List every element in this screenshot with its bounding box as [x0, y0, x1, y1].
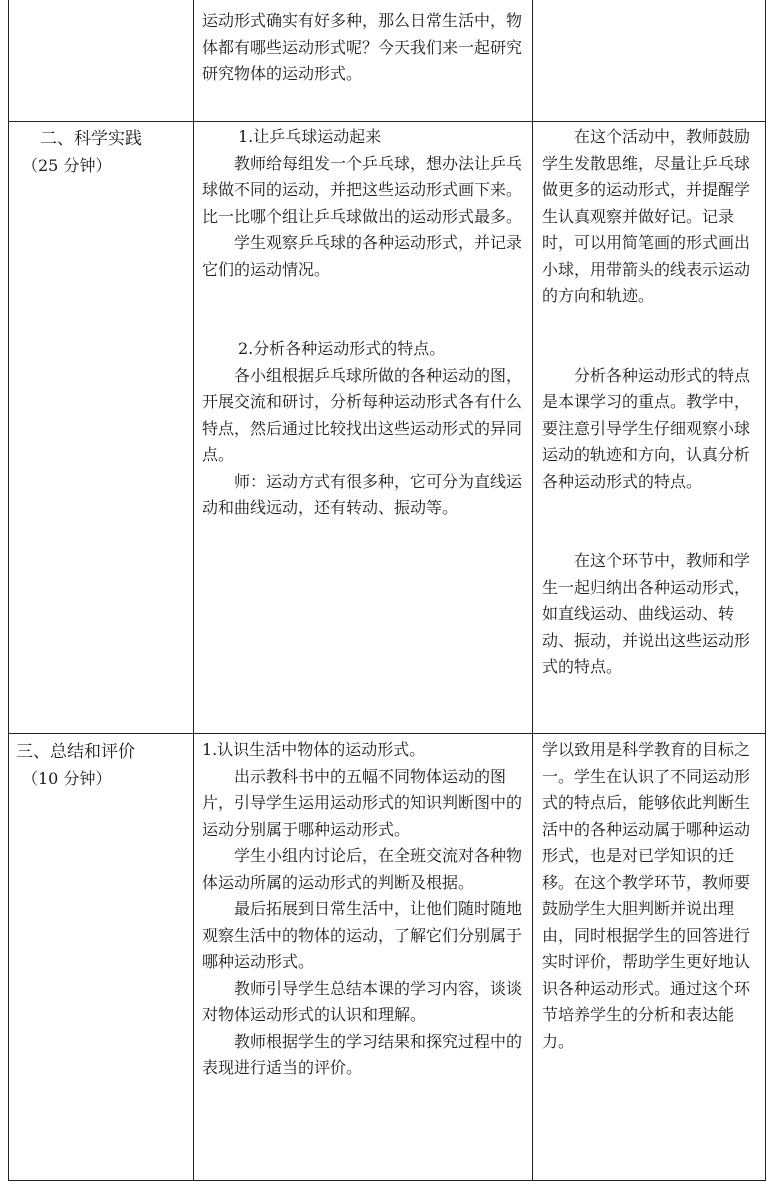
summary-notes-cell	[542, 737, 760, 1055]
activity-1-paragraph: 教师给每组发一个乒乓球，想办法让乒乓球做不同的运动，并把这些运动形式画下来。比一比哪个组让乒乓球做出的运动形式最多。	[202, 153, 523, 226]
table-border-bottom	[8, 1180, 766, 1181]
summary-stage-duration: （10 分钟）	[22, 768, 112, 788]
intro-content-text: 运动形式确实有好多种，那么日常生活中，物体都有哪些运动形式呢？今天我们来一起研究研究物体的运动形式。	[202, 11, 523, 83]
design-note: 学以致用是科学教育的目标之一。学生在认识了不同运动形式的特点后，能够依此判断生活中的各种运动属于哪种运动形式，也是对已学知识的迁移。在这个教学环节，教师要鼓励学生大胆判断并说出理由，同时根据学生的回答进行实时评价，帮助学生更好地认识各种运动形式。通过这个环节培养学生的分析和表达能力。	[542, 740, 751, 1051]
activity-1-title: 1.让乒乓球运动起来	[238, 127, 382, 146]
design-note: 分析各种运动形式的特点是本课学习的重点。教学中，要注意引导学生仔细观察小球运动的轨迹和方向，认真分析各种运动形式的特点。	[542, 365, 751, 491]
design-note: 在这个环节中，教师和学生一起归纳出各种运动形式，如直线运动、曲线运动、转动、振动，并说出这些运动形式的特点。	[542, 551, 751, 676]
practice-content-cell	[202, 124, 528, 522]
summary-content-cell	[202, 737, 528, 1082]
activity-1-paragraph: 学生观察乒乓球的各种运动形式，并记录它们的运动情况。	[202, 233, 523, 279]
practice-stage-duration: （25 分钟）	[22, 155, 112, 175]
summary-paragraph: 教师引导学生总结本课的学习内容，谈谈对物体运动形式的认识和理解。	[202, 978, 523, 1024]
design-note: 在这个活动中，教师鼓励学生发散思维，尽量让乒乓球做更多的运动形式，并提醒学生认真观察并做好记。记录时，可以用简笔画的形式画出小球，用带箭头的线表示运动的方向和轨迹。	[542, 127, 751, 305]
summary-title: 1.认识生活中物体的运动形式。	[202, 740, 426, 759]
practice-stage-title: 二、科学实践	[40, 129, 142, 149]
intro-content-cell	[202, 8, 528, 88]
activity-2-paragraph: 各小组根据乒乓球所做的各种运动的图，开展交流和研讨，分析每种运动形式各有什么特点，然后通过比较找出这些运动形式的异同点。	[202, 365, 523, 464]
table-divider-1	[193, 0, 194, 1181]
summary-stage-title: 三、总结和评价	[16, 742, 135, 762]
table-divider-2	[532, 0, 533, 1181]
spacer	[542, 495, 760, 548]
summary-paragraph: 出示教科书中的五幅不同物体运动的图片，引导学生运用运动形式的知识判断图中的运动分别属于哪种运动形式。	[202, 766, 523, 839]
summary-paragraph: 学生小组内讨论后，在全班交流对各种物体运动所属的运动形式的判断及根据。	[202, 846, 523, 892]
spacer	[202, 283, 528, 336]
spacer	[542, 310, 760, 363]
activity-2-paragraph: 师：运动方式有很多种，它可分为直线运动和曲线远动，还有转动、振动等。	[202, 471, 523, 517]
practice-stage-cell	[12, 126, 190, 179]
row-divider-2	[8, 733, 766, 734]
summary-stage-cell	[12, 739, 190, 792]
table-border-right	[765, 0, 766, 1181]
practice-notes-cell	[542, 124, 760, 681]
table-border-left	[8, 0, 9, 1181]
summary-paragraph: 最后拓展到日常生活中，让他们随时随地观察生活中的物体的运动，了解它们分别属于哪种运动形式。	[202, 899, 523, 971]
summary-paragraph: 教师根据学生的学习结果和探究过程中的表现进行适当的评价。	[202, 1031, 523, 1077]
activity-2-title: 2.分析各种运动形式的特点。	[238, 339, 446, 358]
row-divider-1	[8, 121, 766, 122]
